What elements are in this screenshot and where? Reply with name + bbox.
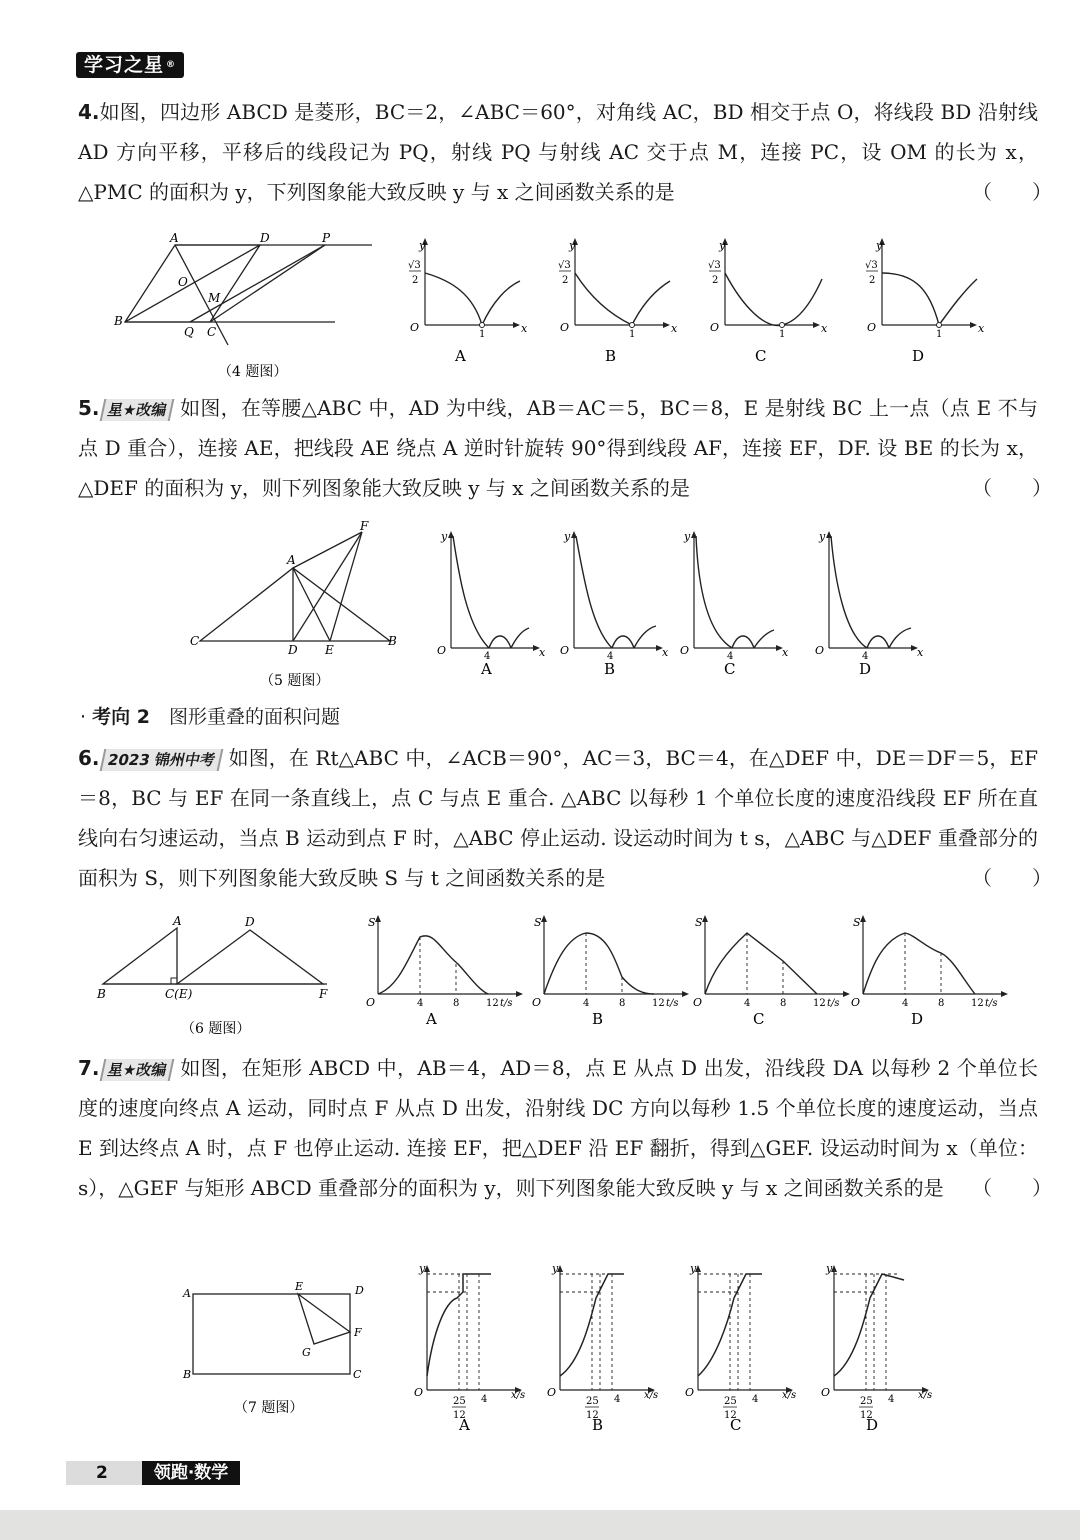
denominator-label: 12 xyxy=(860,1410,873,1421)
book-name: 领跑·数学 xyxy=(142,1461,240,1485)
y-arrow xyxy=(541,915,547,922)
x-axis-label: x xyxy=(782,646,789,659)
tick-4-label: 4 xyxy=(727,651,734,662)
q6-option-graph-C xyxy=(693,912,857,1032)
denominator-label: 12 xyxy=(586,1410,599,1421)
numerator-label: 25 xyxy=(586,1396,599,1407)
tick-8-label: 8 xyxy=(780,998,787,1009)
figure-caption: （5 题图） xyxy=(260,673,330,689)
tick-4-label: 4 xyxy=(862,651,869,662)
tick-1-label: 1 xyxy=(779,329,786,340)
option-letter: B xyxy=(592,1416,604,1434)
x-axis-label: x xyxy=(978,322,985,335)
section-heading: · 考向 2 图形重叠的面积问题 xyxy=(80,706,340,728)
origin-label: O xyxy=(547,1386,557,1399)
denominator-label: 2 xyxy=(869,275,876,286)
figure-4 xyxy=(110,228,380,388)
option-letter: C xyxy=(755,347,767,365)
figure-caption: （4 题图） xyxy=(218,364,288,380)
origin-label: O xyxy=(437,644,447,657)
question-7-text: 如图，在矩形 ABCD 中，AB＝4，AD＝8，点 E 从点 D 出发，沿线段 DA 以每秒 2 个单位长度的速度向终点 A 运动，同时点 F 从点 D 出发，沿射线 DC 方向以每秒 1.5 个单位长度的速度运动，当点 E 到达终点 A 时，点 F 也停止运动. 连接 EF，把△DEF 沿 EF 翻折，得到△GEF. 设运动时间为 x（单位：s），△GEF 与矩形 ABCD 重叠部分的面积为 y，则下列图象能大致反映 y 与 x 之间函数关系的是 xyxy=(78,1056,1038,1200)
q6-option-graph-D xyxy=(851,912,1015,1032)
function-curve xyxy=(831,536,911,648)
y-arrow xyxy=(702,915,708,922)
q4-option-graph-C xyxy=(705,235,835,370)
question-5-text: 如图，在等腰△ABC 中，AD 为中线，AB＝AC＝5，BC＝8，E 是射线 BC 上一点（点 E 不与点 D 重合），连接 AE，把线段 AE 绕点 A 逆时针旋转 90°得到线段 AF，连接 EF，DF. 设 BE 的长为 x，△DEF 的面积为 y，则下列图象能大致反映 y 与 x 之间函数关系的是 xyxy=(78,396,1038,500)
point-A: A xyxy=(170,231,179,245)
source-tag: 2023 锦州中考 xyxy=(99,749,223,771)
function-curve xyxy=(576,536,656,648)
question-6-text: 如图，在 Rt△ABC 中，∠ACB＝90°，AC＝3，BC＝4，在△DEF 中，DE＝DF＝5，EF＝8，BC 与 EF 在同一条直线上，点 C 与点 E 重合. △ABC 以每秒 1 个单位长度的速度沿线段 EF 所在直线向右匀速运动，当点 B 运动到点 F 时，△ABC 停止运动. 设运动时间为 t s，△ABC 与△DEF 重叠部分的面积为 S，则下列图象能大致反映 S 与 t 之间函数关系的是 xyxy=(78,746,1038,890)
option-letter: A xyxy=(459,1416,470,1434)
option-letter: C xyxy=(724,660,736,678)
y-axis-label: S xyxy=(853,916,861,929)
option-letter: A xyxy=(481,660,492,678)
point-O: O xyxy=(178,275,188,289)
y-axis-label: y xyxy=(441,530,448,543)
y-axis-label: y xyxy=(552,1262,559,1275)
figure-5 xyxy=(190,520,410,695)
point-F: F xyxy=(360,519,369,533)
point-B: B xyxy=(183,1368,192,1381)
function-curve xyxy=(834,1274,904,1376)
y-arrow xyxy=(860,915,866,922)
x-axis-label: x xyxy=(539,646,546,659)
denominator-label: 2 xyxy=(562,275,569,286)
x-axis-label: x/s xyxy=(782,1390,797,1401)
page-number: 2 xyxy=(66,1461,142,1485)
option-letter: D xyxy=(912,347,925,365)
x-arrow xyxy=(843,991,850,997)
origin-label: O xyxy=(532,996,542,1009)
origin-label: O xyxy=(710,321,720,334)
tick-12-label: 12 xyxy=(486,998,499,1009)
q7-option-graph-B xyxy=(548,1262,668,1437)
point-D: D xyxy=(245,915,255,929)
function-curve xyxy=(453,536,529,648)
y-axis-label: S xyxy=(695,916,703,929)
q6-option-graph-B xyxy=(532,912,696,1032)
point-F: F xyxy=(319,987,328,1001)
y-axis-label: y xyxy=(419,1262,426,1275)
y-axis-label: y xyxy=(819,530,826,543)
q4-option-graph-A xyxy=(405,235,535,370)
origin-label: O xyxy=(821,1386,831,1399)
origin-label: O xyxy=(414,1386,424,1399)
point-D: D xyxy=(288,643,298,657)
page-footer xyxy=(66,1461,240,1485)
function-curve xyxy=(882,273,977,325)
sqrt3-label: √3 xyxy=(408,260,421,271)
x-axis-label: t/s xyxy=(985,998,998,1009)
x-axis-label: x/s xyxy=(511,1390,526,1401)
origin-label: O xyxy=(851,996,861,1009)
source-tag: 星★改编 xyxy=(99,399,174,421)
point-P: P xyxy=(322,231,331,245)
q4-option-graph-D xyxy=(862,235,992,370)
point-C: C xyxy=(190,634,200,648)
x-axis-label: x xyxy=(671,322,678,335)
open-point xyxy=(937,323,942,328)
figure-7 xyxy=(178,1280,378,1420)
tick-8-label: 8 xyxy=(453,998,460,1009)
point-C-E: C(E) xyxy=(165,987,193,1001)
question-6: 6. 2023 锦州中考 如图，在 Rt△ABC 中，∠ACB＝90°，AC＝3，BC＝4，在△DEF 中，DE＝DF＝5，EF＝8，BC 与 EF 在同一条直线上，点 C 与点 E 重合. △ABC 以每秒 1 个单位长度的速度沿线段 EF 所在直线向右匀速运动，当点 B 运动到点 F 时，△ABC 停止运动. 设运动时间为 t s，△ABC 与△DEF 重叠部分的面积为 S，则下列图象能大致反映 S 与 t 之间函数关系的是 （ ） xyxy=(78,738,1038,898)
tick-1-label: 1 xyxy=(479,329,486,340)
tick-4-label: 4 xyxy=(484,651,491,662)
tick-4-label: 4 xyxy=(902,998,909,1009)
option-letter: D xyxy=(911,1010,924,1028)
tick-12-label: 12 xyxy=(971,998,984,1009)
origin-label: O xyxy=(867,321,877,334)
question-4: 4.如图，四边形 ABCD 是菱形，BC＝2，∠ABC＝60°，对角线 AC，BD 相交于点 O，将线段 BD 沿射线 AD 方向平移，平移后的线段记为 PQ，射线 PQ 与射线 AC 交于点 M，连接 PC，设 OM 的长为 x，△PMC 的面积为 y，下列图象能大致反映 y 与 x 之间函数关系的是 （ ） xyxy=(78,92,1038,212)
tick-8-label: 8 xyxy=(938,998,945,1009)
point-E: E xyxy=(295,1280,304,1293)
origin-label: O xyxy=(366,996,376,1009)
question-7: 7. 星★改编 如图，在矩形 ABCD 中，AB＝4，AD＝8，点 E 从点 D 出发，沿线段 DA 以每秒 2 个单位长度的速度向终点 A 运动，同时点 F 从点 D 出发，沿射线 DC 方向以每秒 1.5 个单位长度的速度运动，当点 E 到达终点 A 时，点 F 也停止运动. 连接 EF，把△DEF 沿 EF 翻折，得到△GEF. 设运动时间为 x（单位：s），△GEF 与矩形 ABCD 重叠部分的面积为 y，则下列图象能大致反映 y 与 x 之间函数关系的是 （ ） xyxy=(78,1048,1038,1208)
y-arrow xyxy=(375,915,381,922)
q6-option-graph-A xyxy=(366,912,530,1032)
origin-label: O xyxy=(560,321,570,334)
sqrt3-label: √3 xyxy=(708,260,721,271)
tick-4-label: 4 xyxy=(752,1394,759,1405)
y-axis-label: S xyxy=(368,916,376,929)
scan-edge xyxy=(0,1510,1080,1540)
x-axis-label: t/s xyxy=(666,998,679,1009)
open-point xyxy=(480,323,485,328)
point-D: D xyxy=(355,1284,364,1297)
function-curve xyxy=(378,936,488,994)
sqrt3-label: √3 xyxy=(865,260,878,271)
denominator-label: 12 xyxy=(724,1410,737,1421)
y-axis-label: S xyxy=(534,916,542,929)
point-A: A xyxy=(287,553,296,567)
x-arrow xyxy=(516,991,523,997)
question-5: 5. 星★改编 如图，在等腰△ABC 中，AD 为中线，AB＝AC＝5，BC＝8，E 是射线 BC 上一点（点 E 不与点 D 重合），连接 AE，把线段 AE 绕点 A 逆时针旋转 90°得到线段 AF，连接 EF，DF. 设 BE 的长为 x，△DEF 的面积为 y，则下列图象能大致反映 y 与 x 之间函数关系的是 （ ） xyxy=(78,388,1038,508)
option-letter: B xyxy=(592,1010,604,1028)
tick-8-label: 8 xyxy=(619,998,626,1009)
y-axis-label: y xyxy=(690,1262,697,1275)
answer-blank: （ ） xyxy=(972,866,1052,890)
function-curve xyxy=(544,933,654,994)
origin-label: O xyxy=(680,644,690,657)
question-4-text: 如图，四边形 ABCD 是菱形，BC＝2，∠ABC＝60°，对角线 AC，BD 相交于点 O，将线段 BD 沿射线 AD 方向平移，平移后的线段记为 PQ，射线 PQ 与射线 AC 交于点 M，连接 PC，设 OM 的长为 x，△PMC 的面积为 y，下列图象能大致反映 y 与 x 之间函数关系的是 xyxy=(78,100,1038,204)
point-C: C xyxy=(207,325,217,339)
tick-4-label: 4 xyxy=(744,998,751,1009)
figure-6 xyxy=(95,912,345,1042)
denominator-label: 2 xyxy=(712,275,719,286)
origin-label: O xyxy=(685,1386,695,1399)
point-A: A xyxy=(173,914,182,928)
origin-label: O xyxy=(410,321,420,334)
figure-caption: （6 题图） xyxy=(181,1021,251,1037)
answer-blank: （ ） xyxy=(972,1176,1052,1200)
point-G: G xyxy=(302,1346,311,1359)
tick-12-label: 12 xyxy=(652,998,665,1009)
x-arrow xyxy=(813,322,820,328)
option-letter: C xyxy=(730,1416,742,1434)
origin-label: O xyxy=(815,644,825,657)
x-axis-label: t/s xyxy=(827,998,840,1009)
x-arrow xyxy=(663,322,670,328)
function-curve xyxy=(863,933,975,994)
x-arrow xyxy=(970,322,977,328)
option-letter: D xyxy=(866,1416,879,1434)
numerator-label: 25 xyxy=(860,1396,873,1407)
option-letter: A xyxy=(455,347,466,365)
tick-4-label: 4 xyxy=(888,1394,895,1405)
denominator-label: 12 xyxy=(453,1410,466,1421)
sqrt3-label: √3 xyxy=(558,260,571,271)
option-letter: D xyxy=(859,660,872,678)
function-curve xyxy=(696,536,774,648)
point-B: B xyxy=(114,314,123,328)
function-curve xyxy=(425,273,520,325)
answer-blank: （ ） xyxy=(972,476,1052,500)
point-B: B xyxy=(388,634,397,648)
function-curve xyxy=(575,273,670,325)
tick-4-label: 4 xyxy=(417,998,424,1009)
y-axis-label: y xyxy=(719,239,726,252)
source-tag: 星★改编 xyxy=(99,1059,174,1081)
tick-1-label: 1 xyxy=(629,329,636,340)
point-Q: Q xyxy=(184,325,194,339)
open-point xyxy=(780,323,785,328)
option-letter: B xyxy=(605,347,617,365)
q7-option-graph-A xyxy=(415,1262,535,1437)
tick-4-label: 4 xyxy=(481,1394,488,1405)
point-F: F xyxy=(354,1326,362,1339)
q5-option-graph-B xyxy=(560,528,670,688)
point-E: E xyxy=(325,643,334,657)
tick-4-label: 4 xyxy=(614,1394,621,1405)
x-axis-label: x xyxy=(821,322,828,335)
option-letter: B xyxy=(604,660,616,678)
x-arrow xyxy=(1001,991,1008,997)
point-B: B xyxy=(97,987,106,1001)
denominator-label: 2 xyxy=(412,275,419,286)
q7-option-graph-C xyxy=(686,1262,806,1437)
numerator-label: 25 xyxy=(724,1396,737,1407)
point-C: C xyxy=(353,1368,362,1381)
y-axis-label: y xyxy=(876,239,883,252)
y-axis-label: y xyxy=(419,239,426,252)
point-D: D xyxy=(260,231,270,245)
open-point xyxy=(630,323,635,328)
function-curve xyxy=(725,273,822,325)
origin-label: O xyxy=(693,996,703,1009)
option-letter: C xyxy=(753,1010,765,1028)
origin-label: O xyxy=(560,644,570,657)
y-axis-label: y xyxy=(564,530,571,543)
x-axis-label: t/s xyxy=(500,998,513,1009)
x-axis-label: x xyxy=(917,646,924,659)
x-axis-label: x xyxy=(662,646,669,659)
tick-4-label: 4 xyxy=(607,651,614,662)
x-axis-label: x/s xyxy=(644,1390,659,1401)
q7-option-graph-D xyxy=(822,1262,942,1437)
tick-1-label: 1 xyxy=(936,329,943,340)
q5-option-graph-C xyxy=(680,528,790,688)
option-letter: A xyxy=(426,1010,437,1028)
tick-12-label: 12 xyxy=(813,998,826,1009)
q4-option-graph-B xyxy=(555,235,685,370)
x-arrow xyxy=(513,322,520,328)
tick-4-label: 4 xyxy=(583,998,590,1009)
x-axis-label: x xyxy=(521,322,528,335)
x-axis-label: x/s xyxy=(918,1390,933,1401)
point-A: A xyxy=(183,1287,191,1300)
numerator-label: 25 xyxy=(453,1396,466,1407)
y-axis-label: y xyxy=(826,1262,833,1275)
point-M: M xyxy=(208,291,221,305)
q5-option-graph-A xyxy=(437,528,547,688)
answer-blank: （ ） xyxy=(972,180,1052,204)
function-curve xyxy=(705,933,817,994)
brand-logo: 学习之星 ® xyxy=(76,52,184,78)
q5-option-graph-D xyxy=(815,528,925,688)
y-axis-label: y xyxy=(684,530,691,543)
y-axis-label: y xyxy=(569,239,576,252)
x-arrow xyxy=(682,991,689,997)
figure-caption: （7 题图） xyxy=(234,1400,304,1416)
